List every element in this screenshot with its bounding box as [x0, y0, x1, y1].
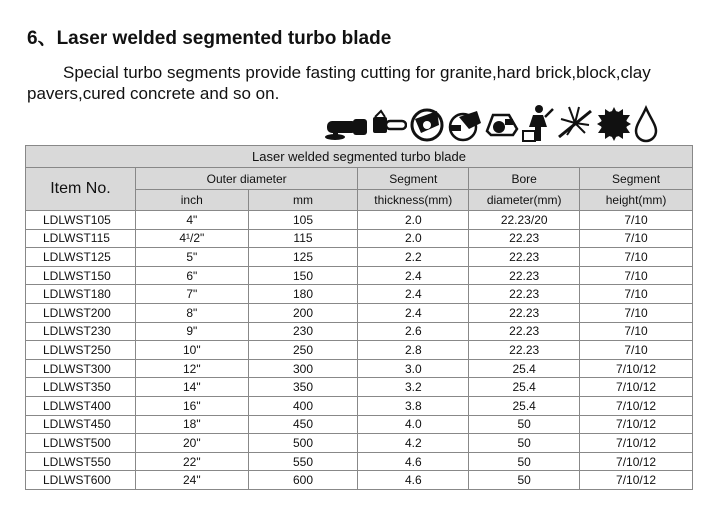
table-row [26, 396, 693, 415]
mm-cell: 450 [248, 415, 358, 434]
chainsaw-icon [371, 107, 407, 143]
wall-saw-icon [407, 103, 447, 143]
height-cell: 7/10 [580, 341, 693, 360]
thickness-cell: 3.8 [358, 396, 469, 415]
section-heading: 6、Laser welded segmented turbo blade [27, 28, 392, 49]
table-row [26, 341, 693, 360]
bore-cell: 50 [469, 434, 580, 453]
inch-cell: 8" [135, 303, 248, 322]
thickness-cell: 3.2 [358, 378, 469, 397]
segment-thickness-header-unit: thickness(mm) [358, 190, 469, 211]
mm-cell: 115 [248, 229, 358, 248]
item-no-cell: LDLWST230 [26, 322, 136, 341]
table-row [26, 322, 693, 341]
inch-cell: 24" [135, 471, 248, 490]
inch-cell: 9" [135, 322, 248, 341]
height-cell: 7/10 [580, 285, 693, 304]
segment-height-header: Segment [580, 168, 693, 190]
item-no-header: Item No. [26, 168, 136, 211]
application-icons [325, 101, 659, 143]
bore-cell: 50 [469, 452, 580, 471]
mm-cell: 200 [248, 303, 358, 322]
bore-cell: 22.23 [469, 266, 580, 285]
outer-diameter-header: Outer diameter [135, 168, 357, 190]
angle-grinder-icon [325, 107, 371, 143]
height-cell: 7/10 [580, 248, 693, 267]
bore-cell: 22.23 [469, 248, 580, 267]
item-no-cell: LDLWST350 [26, 378, 136, 397]
inch-cell: 14" [135, 378, 248, 397]
table-row [26, 378, 693, 397]
item-no-cell: LDLWST600 [26, 471, 136, 490]
table-row [26, 229, 693, 248]
table-title: Laser welded segmented turbo blade [26, 146, 693, 168]
mm-cell: 600 [248, 471, 358, 490]
thickness-cell: 2.4 [358, 285, 469, 304]
spec-table [25, 145, 693, 490]
thickness-cell: 2.8 [358, 341, 469, 360]
bore-cell: 25.4 [469, 359, 580, 378]
thickness-cell: 2.6 [358, 322, 469, 341]
bore-cell: 50 [469, 471, 580, 490]
mm-cell: 150 [248, 266, 358, 285]
segment-height-header-unit: height(mm) [580, 190, 693, 211]
item-no-cell: LDLWST150 [26, 266, 136, 285]
bore-cell: 50 [469, 415, 580, 434]
thickness-cell: 3.0 [358, 359, 469, 378]
bore-diameter-header: Bore [469, 168, 580, 190]
item-no-cell: LDLWST180 [26, 285, 136, 304]
thickness-cell: 2.0 [358, 211, 469, 230]
bore-cell: 22.23 [469, 341, 580, 360]
dry-cut-icon [595, 105, 633, 143]
height-cell: 7/10/12 [580, 359, 693, 378]
item-no-cell: LDLWST400 [26, 396, 136, 415]
worker-icon [521, 103, 555, 143]
mm-cell: 400 [248, 396, 358, 415]
inch-cell: 18" [135, 415, 248, 434]
mm-cell: 300 [248, 359, 358, 378]
wet-cut-icon [633, 105, 659, 143]
bore-cell: 22.23 [469, 322, 580, 341]
table-row [26, 452, 693, 471]
inch-cell: 20" [135, 434, 248, 453]
item-no-cell: LDLWST500 [26, 434, 136, 453]
item-no-cell: LDLWST115 [26, 229, 136, 248]
height-cell: 7/10/12 [580, 434, 693, 453]
mm-cell: 105 [248, 211, 358, 230]
table-row [26, 415, 693, 434]
mm-cell: 500 [248, 434, 358, 453]
item-no-cell: LDLWST250 [26, 341, 136, 360]
intro-paragraph: Special turbo segments provide fasting cutting for granite,hard brick,block,clay pavers,cured concrete and so on. [27, 63, 651, 103]
thickness-cell: 4.0 [358, 415, 469, 434]
height-cell: 7/10/12 [580, 396, 693, 415]
inch-cell: 10" [135, 341, 248, 360]
height-cell: 7/10 [580, 229, 693, 248]
inch-cell: 4" [135, 211, 248, 230]
item-no-cell: LDLWST105 [26, 211, 136, 230]
mm-cell: 230 [248, 322, 358, 341]
cut-off-saw-icon [447, 105, 483, 143]
thickness-cell: 2.4 [358, 266, 469, 285]
table-row [26, 285, 693, 304]
mm-cell: 180 [248, 285, 358, 304]
bore-cell: 22.23 [469, 303, 580, 322]
table-row [26, 434, 693, 453]
segment-thickness-header: Segment [358, 168, 469, 190]
thickness-cell: 4.2 [358, 434, 469, 453]
height-cell: 7/10 [580, 322, 693, 341]
thickness-cell: 2.2 [358, 248, 469, 267]
inch-cell: 12" [135, 359, 248, 378]
inch-header: inch [135, 190, 248, 211]
table-row [26, 303, 693, 322]
floor-saw-icon [483, 105, 521, 143]
mm-cell: 125 [248, 248, 358, 267]
height-cell: 7/10/12 [580, 452, 693, 471]
height-cell: 7/10/12 [580, 415, 693, 434]
mm-cell: 350 [248, 378, 358, 397]
item-no-cell: LDLWST300 [26, 359, 136, 378]
item-no-cell: LDLWST125 [26, 248, 136, 267]
mm-cell: 550 [248, 452, 358, 471]
inch-cell: 22" [135, 452, 248, 471]
inch-cell: 4¹/2" [135, 229, 248, 248]
height-cell: 7/10/12 [580, 378, 693, 397]
height-cell: 7/10 [580, 211, 693, 230]
height-cell: 7/10 [580, 266, 693, 285]
thickness-cell: 4.6 [358, 471, 469, 490]
bore-cell: 25.4 [469, 396, 580, 415]
bore-cell: 22.23/20 [469, 211, 580, 230]
table-row [26, 211, 693, 230]
inch-cell: 5" [135, 248, 248, 267]
bore-cell: 22.23 [469, 229, 580, 248]
spark-icon [555, 103, 595, 143]
table-row [26, 359, 693, 378]
thickness-cell: 2.0 [358, 229, 469, 248]
inch-cell: 6" [135, 266, 248, 285]
bore-diameter-header-unit: diameter(mm) [469, 190, 580, 211]
table-row [26, 266, 693, 285]
bore-cell: 22.23 [469, 285, 580, 304]
table-row [26, 471, 693, 490]
thickness-cell: 4.6 [358, 452, 469, 471]
mm-cell: 250 [248, 341, 358, 360]
inch-cell: 7" [135, 285, 248, 304]
item-no-cell: LDLWST550 [26, 452, 136, 471]
table-row [26, 248, 693, 267]
item-no-cell: LDLWST450 [26, 415, 136, 434]
mm-header: mm [248, 190, 358, 211]
thickness-cell: 2.4 [358, 303, 469, 322]
inch-cell: 16" [135, 396, 248, 415]
height-cell: 7/10 [580, 303, 693, 322]
bore-cell: 25.4 [469, 378, 580, 397]
height-cell: 7/10/12 [580, 471, 693, 490]
item-no-cell: LDLWST200 [26, 303, 136, 322]
